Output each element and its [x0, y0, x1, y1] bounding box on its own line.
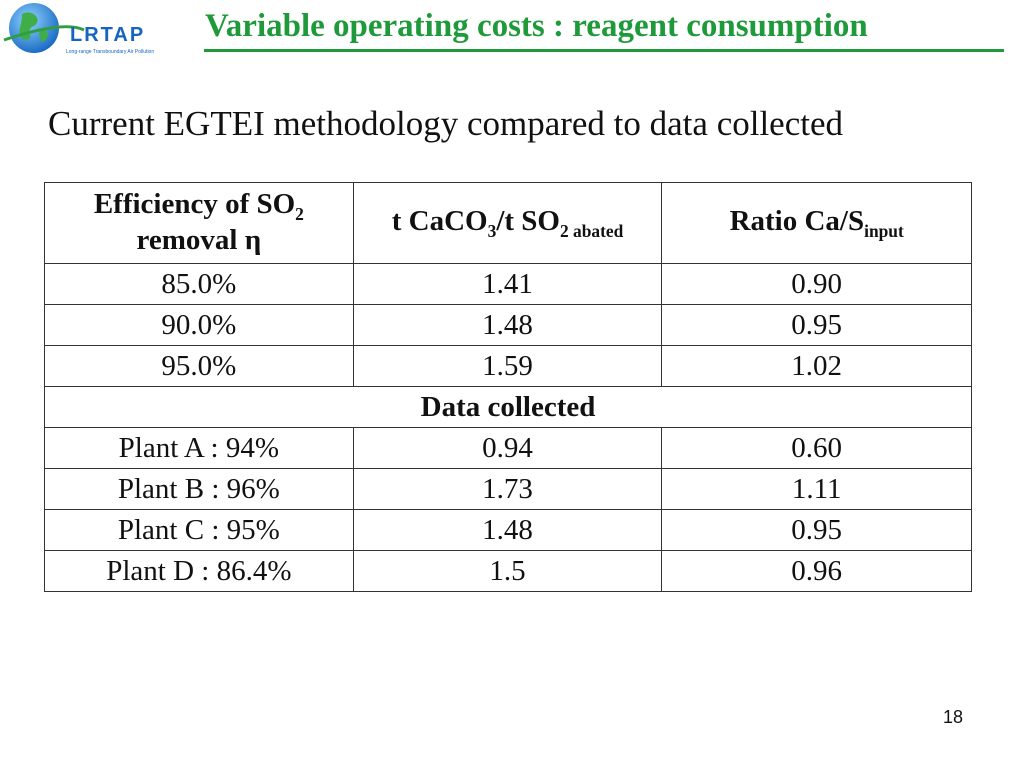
- lrtap-logo: [0, 0, 200, 60]
- title-underline: [204, 49, 1004, 52]
- header-caco3-per-so2: t CaCO$_3$/t $SO_{2 abated}$: [353, 183, 662, 264]
- table-row: [45, 428, 972, 469]
- cell-efficiency: 95.0%: [45, 346, 354, 387]
- slide-title: Variable operating costs : reagent consumption: [205, 8, 868, 44]
- cell-plant: Plant A : 94%: [45, 428, 354, 469]
- header-ratio-ca-s: Ratio $Ca/S_{input}$: [662, 183, 972, 264]
- table-row: [45, 469, 972, 510]
- table-row: [45, 551, 972, 592]
- cell-caco3: 1.48: [353, 305, 662, 346]
- header-efficiency: Efficiency of $SO_2$ removal η: [45, 183, 354, 264]
- reagent-consumption-table: [44, 182, 972, 592]
- cell-ratio: 0.96: [662, 551, 972, 592]
- svg-text:Long-range Transboundary Air P: Long-range Transboundary Air Pollution: [66, 49, 155, 55]
- table-row: [45, 264, 972, 305]
- cell-ratio: 1.02: [662, 346, 972, 387]
- cell-ratio: 0.60: [662, 428, 972, 469]
- cell-efficiency: 90.0%: [45, 305, 354, 346]
- cell-efficiency: 85.0%: [45, 264, 354, 305]
- cell-caco3: 1.59: [353, 346, 662, 387]
- cell-caco3: 1.41: [353, 264, 662, 305]
- svg-text:LRTAP: LRTAP: [70, 24, 146, 46]
- section-label-data-collected: Data collected: [45, 387, 972, 428]
- cell-caco3: 0.94: [353, 428, 662, 469]
- cell-ratio: 1.11: [662, 469, 972, 510]
- cell-ratio: 0.90: [662, 264, 972, 305]
- cell-plant: Plant D : 86.4%: [45, 551, 354, 592]
- cell-caco3: 1.48: [353, 510, 662, 551]
- cell-caco3: 1.73: [353, 469, 662, 510]
- cell-ratio: 0.95: [662, 305, 972, 346]
- section-row: [45, 387, 972, 428]
- table-header-row: [45, 183, 972, 264]
- table-row: [45, 346, 972, 387]
- page-number: 18: [943, 707, 964, 727]
- cell-plant: Plant B : 96%: [45, 469, 354, 510]
- table-row: [45, 305, 972, 346]
- table-row: [45, 510, 972, 551]
- cell-plant: Plant C : 95%: [45, 510, 354, 551]
- cell-caco3: 1.5: [353, 551, 662, 592]
- cell-ratio: 0.95: [662, 510, 972, 551]
- slide-subtitle: Current EGTEI methodology compared to data collected: [48, 104, 844, 143]
